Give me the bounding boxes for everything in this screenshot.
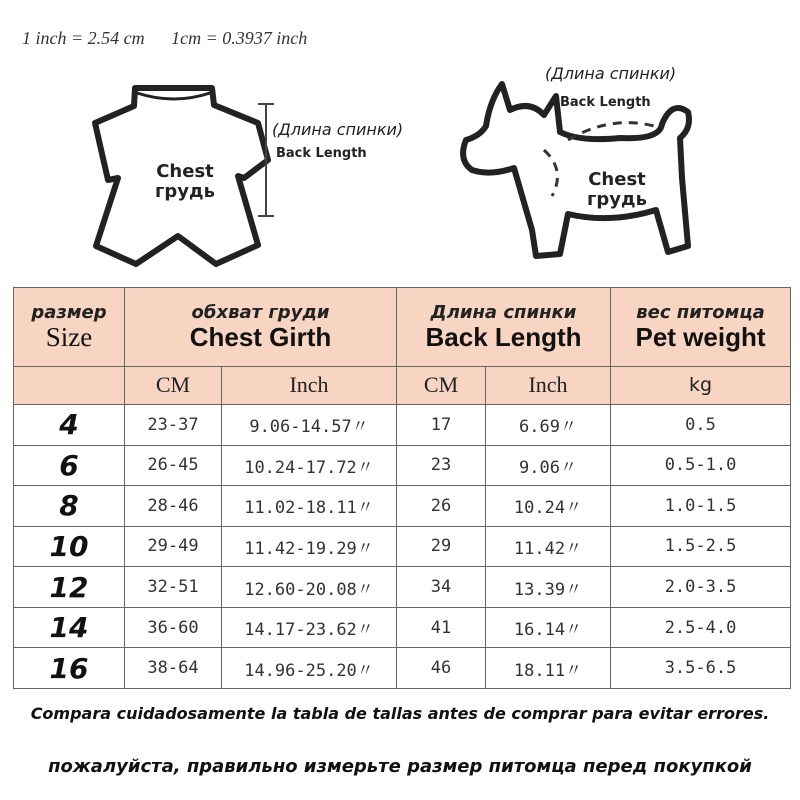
chest-cm-cell: 26-45 xyxy=(125,445,222,486)
size-cell: 10 xyxy=(14,526,125,567)
back-inch-cell: 18.11〃 xyxy=(486,648,611,689)
size-header xyxy=(14,288,125,367)
units-empty-cell xyxy=(14,366,125,404)
chest-cm-cell: 38-64 xyxy=(125,648,222,689)
pet-weight-header-ru: вес питомца xyxy=(636,301,765,323)
weight-cell: 1.0-1.5 xyxy=(611,486,791,527)
back-inch-cell: 13.39〃 xyxy=(486,567,611,608)
table-row xyxy=(14,526,791,567)
back-inch-cell: 11.42〃 xyxy=(486,526,611,567)
chest-cm-cell: 29-49 xyxy=(125,526,222,567)
weight-cell: 0.5 xyxy=(611,404,791,445)
back-inch-cell: 16.14〃 xyxy=(486,607,611,648)
weight-cell: 2.5-4.0 xyxy=(611,607,791,648)
back-inch-unit: Inch xyxy=(486,366,611,404)
chest-cm-cell: 36-60 xyxy=(125,607,222,648)
pet-weight-header-en: Pet weight xyxy=(635,321,766,352)
weight-cell: 1.5-2.5 xyxy=(611,526,791,567)
weight-kg-unit: kg xyxy=(611,366,791,404)
chest-cm-cell: 28-46 xyxy=(125,486,222,527)
weight-cell: 2.0-3.5 xyxy=(611,567,791,608)
chest-girth-header xyxy=(125,288,397,367)
table-row xyxy=(14,567,791,608)
back-cm-cell: 46 xyxy=(397,648,486,689)
back-inch-cell: 6.69〃 xyxy=(486,404,611,445)
inch-to-cm-text: 1 inch = 2.54 cm xyxy=(22,28,145,48)
chest-cm-cell: 23-37 xyxy=(125,404,222,445)
table-header-row xyxy=(14,288,791,367)
chest-inch-cell: 11.02-18.11〃 xyxy=(222,486,397,527)
right-chest-en: Chest xyxy=(588,169,646,190)
back-cm-cell: 34 xyxy=(397,567,486,608)
back-cm-unit: CM xyxy=(397,366,486,404)
right-chest-label xyxy=(580,170,654,210)
right-chest-ru: грудь xyxy=(587,189,647,210)
chest-inch-cell: 11.42-19.29〃 xyxy=(222,526,397,567)
chest-girth-header-ru: обхват груди xyxy=(191,301,330,323)
chest-inch-cell: 14.17-23.62〃 xyxy=(222,607,397,648)
size-cell: 8 xyxy=(14,486,125,527)
back-cm-cell: 23 xyxy=(397,445,486,486)
weight-cell: 0.5-1.0 xyxy=(611,445,791,486)
table-units-row xyxy=(14,366,791,404)
pet-weight-header xyxy=(611,288,791,367)
size-header-en: Size xyxy=(45,321,93,352)
right-back-length-en: Back Length xyxy=(560,95,651,110)
back-length-header-ru: Длина спинки xyxy=(430,301,577,323)
back-inch-cell: 9.06〃 xyxy=(486,445,611,486)
chest-cm-cell: 32-51 xyxy=(125,567,222,608)
measurement-illustrations xyxy=(0,0,800,280)
left-chest-label xyxy=(148,162,222,202)
back-cm-cell: 17 xyxy=(397,404,486,445)
cm-to-inch-text: 1cm = 0.3937 inch xyxy=(171,28,308,48)
back-cm-cell: 41 xyxy=(397,607,486,648)
table-row xyxy=(14,607,791,648)
size-cell: 14 xyxy=(14,607,125,648)
left-chest-ru: грудь xyxy=(155,181,215,202)
size-cell: 16 xyxy=(14,648,125,689)
size-header-ru: размер xyxy=(31,301,107,323)
chest-inch-cell: 9.06-14.57〃 xyxy=(222,404,397,445)
table-row xyxy=(14,445,791,486)
left-back-length-ru: (Длина спинки) xyxy=(272,120,404,139)
footer-note-russian: пожалуйста, правильно измерьте размер питомца перед покупкой xyxy=(48,756,752,777)
table-row xyxy=(14,486,791,527)
chest-girth-header-en: Chest Girth xyxy=(189,321,332,352)
size-cell: 4 xyxy=(14,404,125,445)
back-cm-cell: 29 xyxy=(397,526,486,567)
chest-inch-cell: 14.96-25.20〃 xyxy=(222,648,397,689)
back-inch-cell: 10.24〃 xyxy=(486,486,611,527)
right-back-length-ru: (Длина спинки) xyxy=(545,64,677,83)
chest-inch-unit: Inch xyxy=(222,366,397,404)
weight-cell: 3.5-6.5 xyxy=(611,648,791,689)
size-cell: 12 xyxy=(14,567,125,608)
size-chart-table xyxy=(13,287,791,689)
back-cm-cell: 26 xyxy=(397,486,486,527)
back-length-header xyxy=(397,288,611,367)
footer-note-spanish: Compara cuidadosamente la tabla de tallas antes de comprar para evitar errores. xyxy=(30,704,770,723)
left-back-length-en: Back Length xyxy=(276,146,367,161)
chest-inch-cell: 12.60-20.08〃 xyxy=(222,567,397,608)
size-cell: 6 xyxy=(14,445,125,486)
back-length-header-en: Back Length xyxy=(425,321,582,352)
left-chest-en: Chest xyxy=(156,161,214,182)
chest-cm-unit: CM xyxy=(125,366,222,404)
table-row xyxy=(14,648,791,689)
table-row xyxy=(14,404,791,445)
chest-inch-cell: 10.24-17.72〃 xyxy=(222,445,397,486)
